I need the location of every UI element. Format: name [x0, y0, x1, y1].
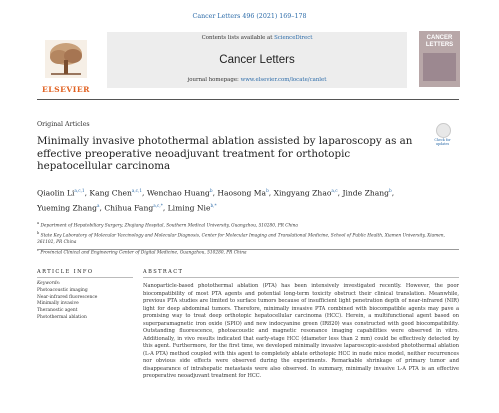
- journal-title[interactable]: Cancer Letters: [219, 54, 295, 66]
- keywords-label: Keywords:: [37, 281, 61, 286]
- homepage-prefix: journal homepage:: [187, 77, 241, 83]
- cover-title: CANCER LETTERS: [425, 35, 454, 48]
- journal-reference[interactable]: Cancer Letters 496 (2021) 169–178: [192, 13, 307, 20]
- author-name[interactable]: Yueming Zhang: [37, 203, 97, 213]
- check-for-updates-badge[interactable]: [430, 123, 455, 149]
- affiliation-mark: a: [37, 221, 40, 225]
- keyword: Minimally invasive: [37, 301, 79, 307]
- author-name[interactable]: Kang Chen: [89, 188, 132, 198]
- author-name[interactable]: Liming Nie: [167, 203, 211, 213]
- publisher-name: ELSEVIER: [42, 85, 90, 94]
- journal-cover[interactable]: [419, 31, 460, 87]
- keyword: Theranostic agent: [37, 308, 78, 314]
- sciencedirect-link[interactable]: ScienceDirect: [274, 35, 313, 41]
- keyword: Near-infrared fluorescence: [37, 294, 98, 300]
- homepage-link[interactable]: www.elsevier.com/locate/canlet: [240, 77, 327, 83]
- cover-image: [423, 53, 456, 81]
- keyword-list: [37, 288, 137, 322]
- homepage-line: [107, 77, 407, 83]
- tree-icon: [45, 40, 87, 78]
- author-affiliation-mark[interactable]: b: [266, 188, 269, 193]
- affiliation-item: [37, 230, 447, 247]
- affiliation-text: Provincial Clinical and Engineering Center of Digital Medicine, Guangzhou, 510280, PR China: [40, 250, 247, 256]
- affiliation-mark: b: [37, 231, 40, 236]
- author-affiliation-mark[interactable]: a: [96, 203, 100, 209]
- author-name[interactable]: Qiaolin Li: [37, 188, 75, 198]
- article-section: Original Articles: [37, 121, 90, 128]
- body-divider: [37, 249, 459, 250]
- affiliation-item: [37, 220, 447, 230]
- author-name[interactable]: Jinde Zhang: [342, 188, 390, 198]
- check-for-updates-label: Check for updates: [434, 138, 451, 146]
- author-list: Qiaolin Li$^{a,c,1}$, Kang Chen$^{a,c,1}$, Wenchao Huang$^b$, Haosong Ma$^b$, Xingyang Zhao$^{a,c}$, Jinde Zhang$^b$, Yueming Zhang$^a$, Chihua Fang$^{a,c,*}$, Liming Nie$^{b,*}$: [37, 188, 395, 213]
- keyword: Photothermal ablation: [37, 314, 87, 320]
- author-name[interactable]: Wenchao Huang: [146, 188, 210, 198]
- header-divider: [37, 99, 459, 100]
- author-affiliation-mark[interactable]: a,c,*: [153, 203, 163, 209]
- abstract-text: Nanoparticle-based photothermal ablation (PTA) has been intensively investigated recently. However, the poor biocompatibility of most PTA agents and potential long-term toxicity obstruct their clinical translation. Meanwhile, previous PTA studies are limited to surface tumors because of insufficient light penetration depth of near-infrared (NIR) light for deep abdominal tumors. Therefore, minimally invasive PTA combined with biocompatible agents may pave a promising way to treat deep orthotopic hepatocellular carcinoma (HCC). Herein, a multifunctional agent based on superparamagnetic iron oxide (SPIO) and new indocyanine green (IR820) was constructed with good biocompatibility. Outstanding fluorescence, photoacoustic and magnetic resonance imaging capabilities were observed in vitro. Additionally, in vivo results indicated that early-stage HCC (diameter less than 2 mm) could be effectively detected by this agent. Furthermore, for the first time, we developed minimally invasive laparoscopic-assisted photothermal ablation (L-A PTA) method coupled with this agent to completely ablate orthotopic HCC in nude mice model, neither recurrences nor obvious side effects were observed during the experiments. Remarkable shrinkage of primary tumor and disappearance of intrahepatic metastasis were also observed. In summary, minimally invasive L-A PTA is an effective preoperative neoadjuvant treatment for HCC.: [143, 283, 459, 379]
- article-info-divider: [37, 277, 133, 278]
- author-name[interactable]: Haosong Ma: [217, 188, 267, 198]
- article-info-heading: ARTICLE INFO: [37, 269, 94, 275]
- contents-line: [107, 35, 407, 41]
- author-name[interactable]: Chihua Fang: [104, 203, 154, 213]
- author-affiliation-mark[interactable]: b: [209, 188, 213, 193]
- author-affiliation-mark[interactable]: b: [389, 188, 392, 193]
- abstract-divider: [143, 277, 459, 278]
- article-title: Minimally invasive photothermal ablation assisted by laparoscopy as an effective preoperative neoadjuvant treatment for orthotopic hepatocellular carcinoma: [37, 135, 413, 173]
- contents-prefix: Contents lists available at: [201, 35, 275, 41]
- author-name[interactable]: Xingyang Zhao: [273, 188, 332, 198]
- update-icon: [436, 123, 451, 138]
- author-affiliation-mark[interactable]: a,c,1: [131, 188, 143, 193]
- affiliation-text: State Key Laboratory of Molecular Vaccinology and Molecular Diagnosis, Center for Molecular Imaging and Translational Medicine, School of Public Health, Xiamen University, Xiamen, 361102, PR China: [37, 233, 445, 246]
- abstract-heading: ABSTRACT: [143, 269, 184, 275]
- keyword: Photoacoustic imaging: [37, 288, 88, 293]
- affiliations: [37, 220, 447, 257]
- author-affiliation-mark[interactable]: a,c: [331, 188, 338, 193]
- affiliation-text: Department of Hepatobiliary Surgery, Zhujiang Hospital, Southern Medical University, Guangzhou, 510280, PR China: [40, 223, 298, 229]
- journal-header-band: [107, 32, 407, 88]
- elsevier-logo[interactable]: [37, 38, 95, 98]
- author-affiliation-mark[interactable]: b,*: [210, 203, 217, 209]
- author-affiliation-mark[interactable]: a,c,1: [74, 188, 85, 193]
